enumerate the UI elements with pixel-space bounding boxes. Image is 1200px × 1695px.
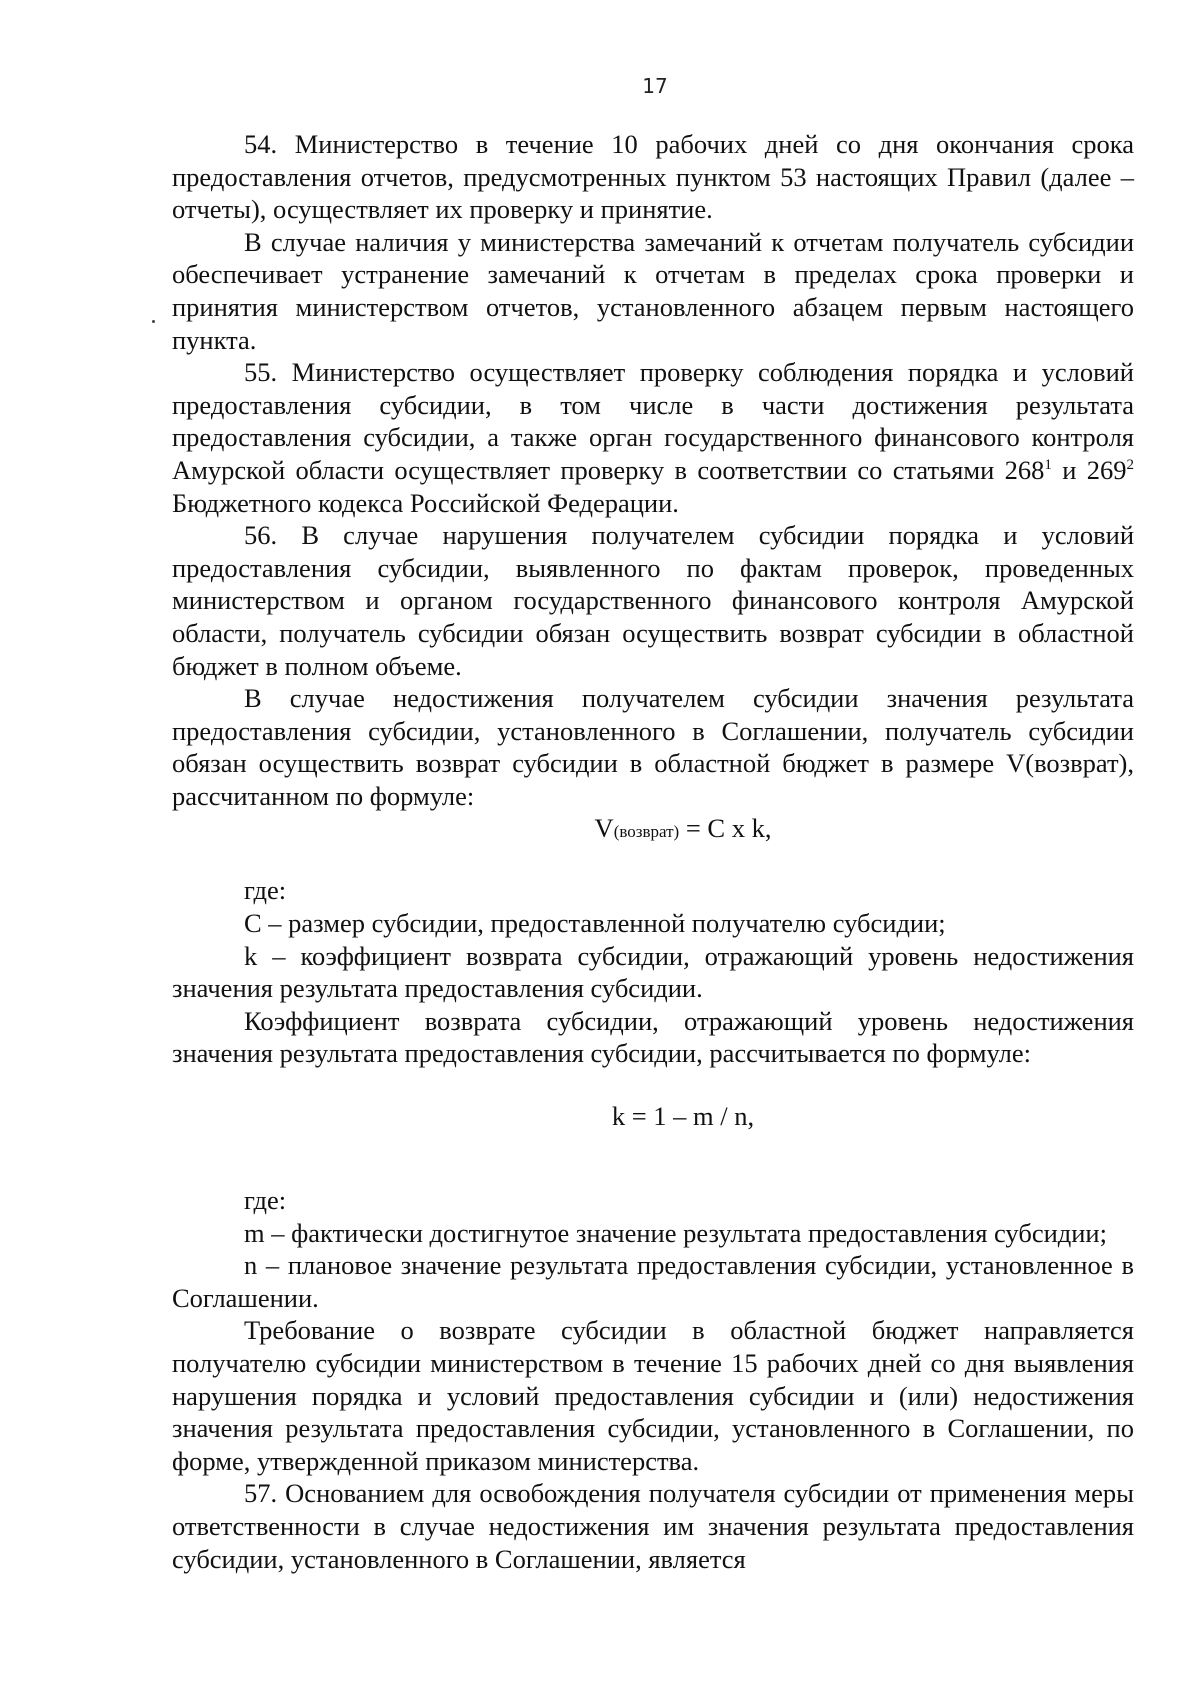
paragraph-55 <box>172 356 1134 519</box>
formula-refund-v: V <box>594 813 614 844</box>
paragraph-54-1: 54. Министерство в течение 10 рабочих дней со дня окончания срока предоставления отчетов, предусмотренных пунктом 53 настоящих Правил (далее – отчеты), осуществляет их проверку и принятие. <box>172 129 1134 225</box>
superscript-1: 1 <box>1044 457 1052 474</box>
where-label-1: где: <box>244 875 287 906</box>
superscript-2: 2 <box>1126 457 1135 474</box>
page-number: 17 <box>642 74 668 98</box>
formula-refund-subscript: (возврат) <box>613 822 680 842</box>
paragraph-55-start: 55. Министерство осуществляет проверку соблюдения порядка и условий предоставления субсидии, в том числе в части достижения результата предоставления субсидии, а также орган государственного финансового контроля Амурской области осуществляет проверку в соответствии со статьями 268 <box>172 357 1134 485</box>
formula-refund-rest: = C x k, <box>679 813 772 844</box>
definition-c: С – размер субсидии, предоставленной получателю субсидии; <box>244 908 946 939</box>
formula-coefficient: k = 1 – m / n, <box>611 1101 755 1132</box>
coefficient-paragraph: Коэффициент возврата субсидии, отражающий уровень недостижения значения результата предоставления субсидии, рассчитывается по формуле: <box>172 1005 1134 1069</box>
paragraph-57: 57. Основанием для освобождения получателя субсидии от применения меры ответственности в случае недостижения им значения результата предоставления субсидии, установленного в Соглашении, является <box>172 1478 1134 1574</box>
document-body <box>172 128 1134 1575</box>
definition-n: n – плановое значение результата предоставления субсидии, установленное в Соглашении. <box>172 1250 1134 1313</box>
definition-k: k – коэффициент возврата субсидии, отражающий уровень недостижения значения результата предоставления субсидии. <box>172 940 1134 1004</box>
scan-speck <box>152 320 155 323</box>
paragraph-55-mid: и 269 <box>1051 454 1127 485</box>
formula-refund <box>172 812 1134 874</box>
paragraph-56-1: 56. В случае нарушения получателем субсидии порядка и условий предоставления субсидии, выявленного по фактам проверок, проведенных министерством и органом государственного финансового контроля Амурской области, получатель субсидии обязан осуществить возврат субсидии в областной бюджет в полном объеме. <box>172 520 1134 681</box>
paragraph-56-2: В случае недостижения получателем субсидии значения результата предоставления субсидии, установленного в Соглашении, получатель субсидии обязан осуществить возврат субсидии в областной бюджет в размере V(возврат), рассчитанном по формуле: <box>172 683 1134 811</box>
requirement-paragraph: Требование о возврате субсидии в областной бюджет направляется получателю субсидии министерством в течение 15 рабочих дней со дня выявления нарушения порядка и условий предоставления субсидии и (или) недостижения значения результата предоставления субсидии, установленного в Соглашении, по форме, утвержденной приказом министерства. <box>172 1315 1134 1476</box>
definition-m: m – фактически достигнутое значение результата предоставления субсидии; <box>244 1217 1107 1248</box>
where-label-2: где: <box>244 1185 287 1216</box>
paragraph-55-end: Бюджетного кодекса Российской Федерации. <box>172 487 679 518</box>
paragraph-54-2: В случае наличия у министерства замечаний к отчетам получатель субсидии обеспечивает устранение замечаний к отчетам в пределах срока проверки и принятия министерством отчетов, установленного абзацем первым настоящего пункта. <box>172 226 1134 355</box>
